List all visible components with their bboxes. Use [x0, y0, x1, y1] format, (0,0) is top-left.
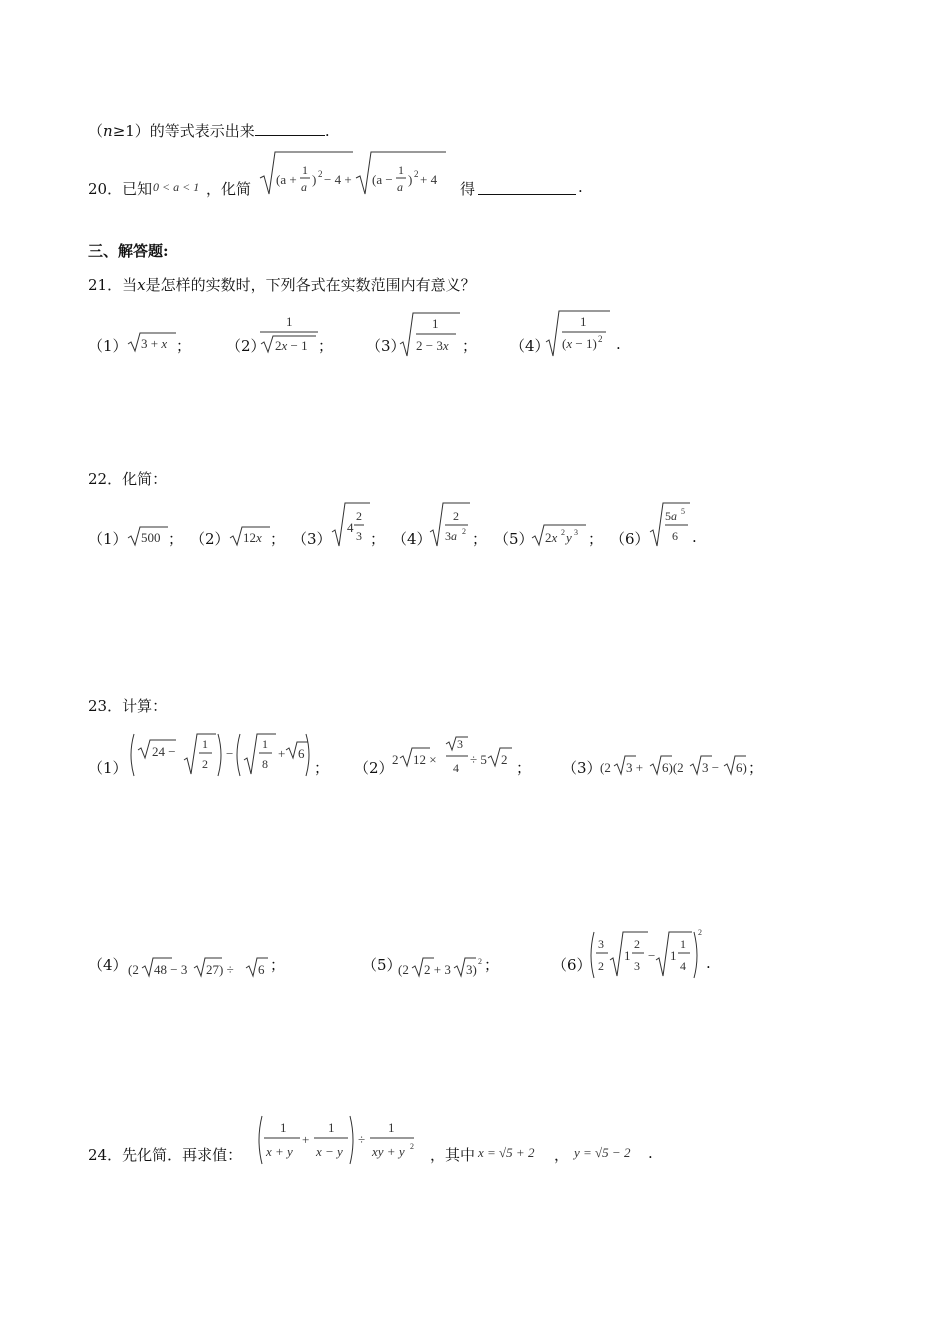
svg-text:4: 4: [453, 761, 459, 775]
svg-text:1: 1: [680, 937, 686, 951]
q23-item2-expr: [390, 734, 516, 780]
svg-text:5a: 5a: [665, 509, 677, 523]
svg-text:1: 1: [302, 163, 308, 177]
svg-text:2: 2: [414, 169, 419, 179]
q20-expression: [258, 148, 458, 200]
svg-text:): ): [408, 172, 413, 187]
svg-text:2: 2: [561, 528, 565, 537]
svg-text:2: 2: [318, 169, 323, 179]
svg-text:÷ 5: ÷ 5: [470, 752, 487, 767]
svg-text:2: 2: [453, 509, 459, 523]
q21-item1-expr: [126, 330, 182, 354]
q21-item4-expr: [544, 308, 614, 358]
svg-text:a: a: [301, 180, 307, 194]
svg-text:2: 2: [462, 527, 466, 536]
svg-text:2: 2: [698, 928, 702, 937]
q22-item2-expr: [228, 524, 274, 548]
svg-text:24 −: 24 −: [152, 744, 176, 759]
svg-text:2 − 3x: 2 − 3x: [416, 338, 449, 353]
svg-text:+ 4: + 4: [420, 172, 438, 187]
q23-item1-expr: [126, 730, 312, 780]
svg-text:−: −: [648, 948, 656, 963]
svg-text:2: 2: [202, 757, 208, 771]
q22-item1-expr: [126, 524, 172, 548]
q22-item3-expr: [330, 500, 372, 550]
svg-text:(2: (2: [600, 760, 611, 775]
svg-text:1: 1: [202, 737, 208, 751]
svg-text:2: 2: [356, 509, 362, 523]
q22-item5-expr: [530, 520, 588, 548]
svg-text:1: 1: [262, 737, 268, 751]
svg-text:− 4 +: − 4 +: [324, 172, 352, 187]
n-variable: n: [103, 122, 113, 140]
svg-text:2: 2: [501, 752, 508, 767]
svg-text:2: 2: [410, 1142, 414, 1151]
q23-item5-expr: [396, 952, 484, 980]
svg-text:y: y: [566, 530, 572, 545]
svg-text:(x − 1): (x − 1): [562, 336, 597, 351]
svg-text:+: +: [302, 1132, 310, 1147]
svg-text:÷: ÷: [358, 1132, 366, 1147]
svg-text:3: 3: [598, 937, 604, 951]
q22-item4-expr: [428, 500, 472, 550]
svg-text:1: 1: [670, 948, 677, 963]
svg-text:2: 2: [598, 959, 604, 973]
svg-text:3: 3: [574, 528, 578, 537]
svg-text:1: 1: [398, 163, 404, 177]
q23-item3-expr: [598, 752, 750, 778]
svg-text:2 + 3: 2 + 3: [424, 962, 451, 977]
q24-expression: [254, 1112, 432, 1168]
q23-item4-expr: [126, 954, 272, 980]
svg-text:2x − 1: 2x − 1: [275, 338, 308, 353]
svg-text:8: 8: [262, 757, 268, 771]
svg-text:3 +: 3 +: [626, 760, 644, 775]
svg-text:x + y: x + y: [266, 1144, 293, 1159]
svg-text:6: 6: [258, 962, 265, 977]
q22-item6-expr: [648, 500, 692, 550]
q20-number: 20．已知: [88, 180, 153, 198]
q21-item2-expr: [258, 310, 322, 356]
svg-text:2x: 2x: [545, 530, 558, 545]
svg-text:3): 3): [466, 962, 477, 977]
q22-stem: 22．化简：: [88, 470, 168, 488]
svg-text:2: 2: [392, 752, 399, 767]
svg-text:1: 1: [280, 1120, 287, 1135]
svg-text:2: 2: [478, 957, 482, 966]
answer-blank[interactable]: [478, 180, 576, 195]
svg-text:1: 1: [432, 316, 439, 331]
svg-text:): ): [312, 172, 317, 187]
svg-text:1: 1: [328, 1120, 335, 1135]
svg-text:(2: (2: [398, 962, 409, 977]
q23-stem: 23．计算：: [88, 697, 168, 715]
svg-text:x − y: x − y: [316, 1144, 343, 1159]
svg-text:3a: 3a: [445, 529, 457, 543]
svg-text:3: 3: [356, 529, 362, 543]
svg-text:−: −: [226, 746, 234, 761]
svg-text:3 + x: 3 + x: [141, 336, 168, 351]
section-title: 三、解答题:: [88, 242, 169, 260]
q24-x-value: x = √5 + 2: [478, 1145, 535, 1160]
q23-item6-expr: [586, 926, 706, 982]
svg-text:a: a: [397, 180, 403, 194]
svg-text:12x: 12x: [243, 530, 262, 545]
svg-text:3: 3: [634, 959, 640, 973]
svg-text:5: 5: [681, 507, 685, 516]
svg-text:(a +: (a +: [276, 172, 297, 187]
svg-text:xy + y: xy + y: [372, 1144, 405, 1159]
svg-text:27) ÷: 27) ÷: [206, 962, 234, 977]
svg-text:12 ×: 12 ×: [413, 752, 437, 767]
svg-text:3 −: 3 −: [702, 760, 720, 775]
svg-text:6): 6): [736, 760, 747, 775]
svg-text:1: 1: [286, 314, 293, 329]
svg-text:1: 1: [624, 948, 631, 963]
q20-condition: 0 < a < 1: [153, 180, 200, 194]
svg-text:1: 1: [580, 314, 587, 329]
svg-text:2: 2: [634, 937, 640, 951]
answer-blank[interactable]: [255, 121, 325, 136]
svg-text:(a −: (a −: [372, 172, 393, 187]
svg-text:6: 6: [298, 746, 305, 761]
svg-text:2: 2: [598, 334, 603, 344]
svg-text:+: +: [278, 746, 286, 761]
svg-text:4: 4: [347, 520, 354, 535]
svg-text:6: 6: [672, 529, 678, 543]
svg-text:500: 500: [141, 530, 161, 545]
svg-text:3: 3: [457, 737, 463, 751]
svg-text:4: 4: [680, 959, 686, 973]
svg-text:48 − 3: 48 − 3: [154, 962, 188, 977]
svg-text:(2: (2: [128, 962, 139, 977]
q24-y-value: y = √5 − 2: [574, 1145, 631, 1160]
svg-text:1: 1: [388, 1120, 395, 1135]
svg-text:6)(2: 6)(2: [662, 760, 684, 775]
q24-stem: 24．先化简．再求值：: [88, 1146, 243, 1164]
q19-tail-line: （n≥1）的等式表示出来 .: [88, 122, 330, 140]
q21-stem: 21．当x是怎样的实数时，下列各式在实数范围内有意义？: [88, 276, 476, 294]
q21-item3-expr: [398, 310, 462, 358]
